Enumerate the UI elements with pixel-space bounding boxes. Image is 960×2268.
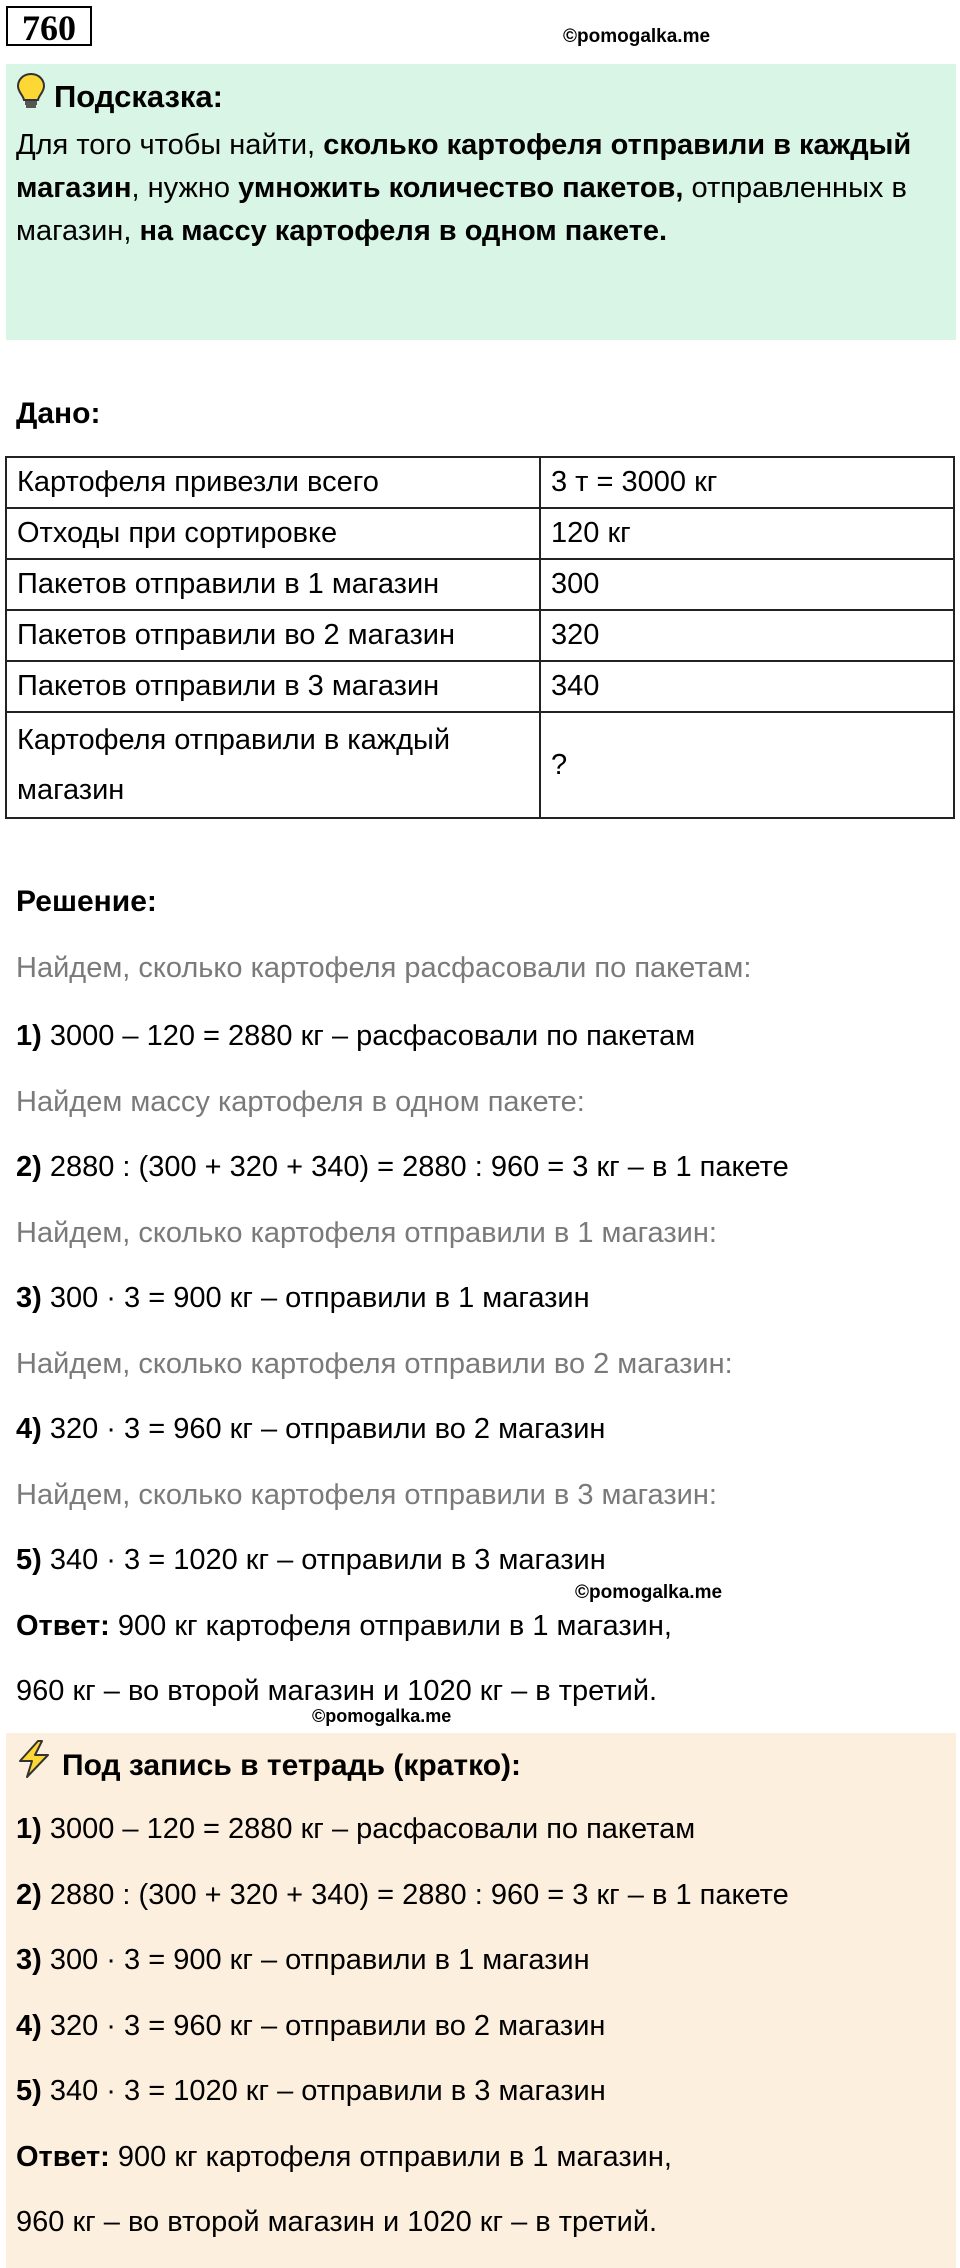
watermark-top: ©pomogalka.me: [563, 26, 711, 47]
step-comment: Найдем, сколько картофеля расфасовали по пакетам:: [16, 952, 752, 984]
watermark-bottom: ©pomogalka.me: [312, 1706, 452, 1726]
note-step-line: 3) 300 · 3 = 900 кг – отправили в 1 магазин: [16, 1944, 590, 1976]
lightbulb-icon: [16, 72, 46, 122]
answer-line-2: 960 кг – во второй магазин и 1020 кг – в третий.: [16, 1675, 658, 1707]
table-row: Отходы при сортировке 120 кг: [6, 508, 954, 559]
notebook-title-row: [16, 1740, 521, 1791]
step-comment: Найдем массу картофеля в одном пакете:: [16, 1086, 585, 1118]
hint-title: Подсказка:: [54, 79, 223, 114]
step-line: 2) 2880 : (300 + 320 + 340) = 2880 : 960 = 3 кг – в 1 пакете: [16, 1151, 789, 1183]
note-step-line: 5) 340 · 3 = 1020 кг – отправили в 3 магазин: [16, 2075, 606, 2107]
note-step-line: 4) 320 · 3 = 960 кг – отправили во 2 магазин: [16, 2010, 606, 2042]
table-row: Пакетов отправили в 1 магазин 300: [6, 559, 954, 610]
note-step-line: 1) 3000 – 120 = 2880 кг – расфасовали по пакетам: [16, 1813, 696, 1845]
given-title: Дано:: [16, 397, 101, 430]
note-answer-line-2: 960 кг – во второй магазин и 1020 кг – в третий.: [16, 2206, 658, 2238]
step-comment: Найдем, сколько картофеля отправили в 3 магазин:: [16, 1479, 717, 1511]
answer-line-1: Ответ: 900 кг картофеля отправили в 1 магазин,: [16, 1610, 672, 1642]
watermark-middle: ©pomogalka.me: [575, 1582, 723, 1603]
solution-title: Решение:: [16, 885, 157, 918]
step-line: 3) 300 · 3 = 900 кг – отправили в 1 магазин: [16, 1282, 590, 1314]
table-row: Пакетов отправили во 2 магазин 320: [6, 610, 954, 661]
hint-title-row: [16, 72, 223, 122]
table-row: Пакетов отправили в 3 магазин 340: [6, 661, 954, 712]
step-line: 5) 340 · 3 = 1020 кг – отправили в 3 магазин: [16, 1544, 606, 1576]
step-line: 4) 320 · 3 = 960 кг – отправили во 2 магазин: [16, 1413, 606, 1445]
step-comment: Найдем, сколько картофеля отправили во 2 магазин:: [16, 1348, 733, 1380]
lightning-icon: [16, 1740, 52, 1791]
step-comment: Найдем, сколько картофеля отправили в 1 магазин:: [16, 1217, 717, 1249]
note-answer-line-1: Ответ: 900 кг картофеля отправили в 1 магазин,: [16, 2141, 672, 2173]
note-step-line: 2) 2880 : (300 + 320 + 340) = 2880 : 960 = 3 кг – в 1 пакете: [16, 1879, 789, 1911]
table-row: Картофеля привезли всего 3 т = 3000 кг: [6, 457, 954, 508]
notebook-title: Под запись в тетрадь (кратко):: [62, 1748, 522, 1782]
hint-text: Для того чтобы найти, сколько картофеля отправили в каждый магазин, нужно умножить количество пакетов, отправленных в магазин, на массу картофеля в одном пакете.: [16, 129, 912, 247]
given-table: [5, 456, 955, 819]
table-row: Картофеля отправили в каждый магазин ?: [6, 712, 954, 818]
step-line: 1) 3000 – 120 = 2880 кг – расфасовали по пакетам: [16, 1020, 696, 1052]
task-number: 760: [6, 6, 92, 46]
